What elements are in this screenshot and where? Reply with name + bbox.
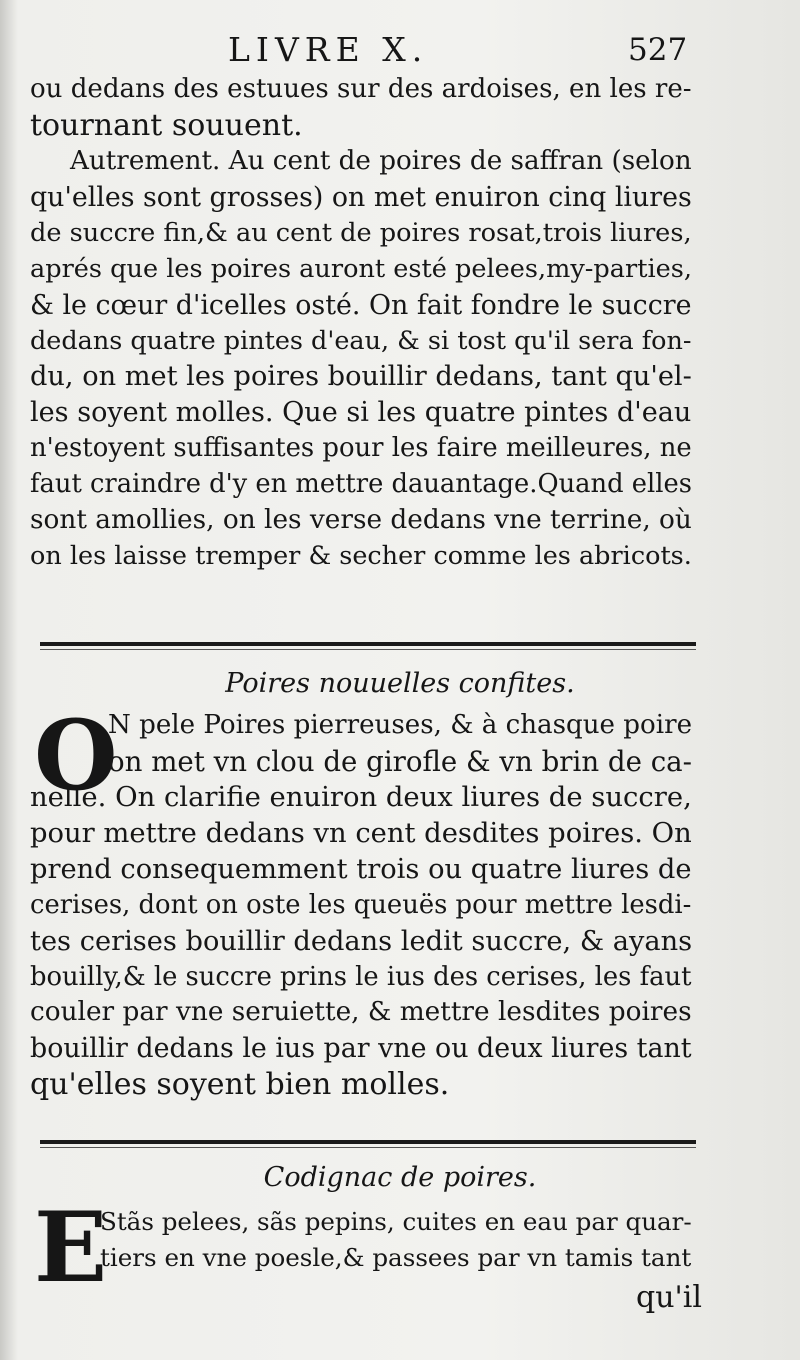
text-line: n'estoyent suffisantes pour les faire meilleures, ne — [30, 433, 692, 464]
recipe-title-codignac: Codignac de poires. — [263, 1162, 537, 1193]
text-line: de succre fin,& au cent de poires rosat,trois liures, — [30, 217, 692, 248]
text-line: aprés que les poires auront esté pelees,my-parties, — [30, 253, 693, 284]
section-divider — [40, 642, 696, 650]
text-line: ou dedans des estuues sur des ardoises, en les re- — [30, 74, 692, 104]
text-line: prend consequemment trois ou quatre liures de — [30, 853, 692, 885]
recipe-poires-nouvelles-body — [30, 780, 692, 1103]
text-line: N pele Poires pierreuses, & à chasque poire — [108, 710, 693, 740]
text-line: Stãs pelees, sãs pepins, cuites en eau par quar- — [100, 1207, 692, 1236]
running-title: LIVRE X. — [228, 30, 429, 69]
recipe-title-poires-nouvelles: Poires nouuelles confites. — [225, 668, 575, 699]
text-line: les soyent molles. Que si les quatre pintes d'eau — [30, 397, 692, 429]
text-line: dedans quatre pintes d'eau, & si tost qu'il sera fon- — [30, 325, 692, 356]
text-line: pour mettre dedans vn cent desdites poires. On — [30, 817, 692, 849]
section-divider — [40, 1140, 696, 1148]
text-line: couler par vne seruiette, & mettre lesdites poires — [30, 997, 692, 1028]
drop-cap: O — [34, 699, 118, 812]
page-number: 527 — [628, 32, 688, 68]
text-line: bouillir dedans le ius par vne ou deux liures tant — [30, 1033, 692, 1065]
recipe-autrement-paragraph — [30, 144, 692, 575]
text-line: on met vn clou de girofle & vn brin de ca- — [108, 744, 692, 778]
text-line: qu'elles soyent bien molles. — [30, 1067, 450, 1103]
text-line: tournant souuent. — [30, 107, 303, 143]
text-line: nelle. On clarifie enuiron deux liures de succre, — [30, 782, 692, 813]
drop-cap-lines — [108, 708, 692, 780]
text-line: qu'elles sont grosses) on met enuiron cinq liures — [30, 181, 692, 213]
text-line: cerises, dont on oste les queuës pour mettre lesdi- — [30, 889, 692, 920]
text-line: faut craindre d'y en mettre dauantage.Quand elles — [30, 469, 692, 500]
text-line: bouilly,& le succre prins le ius des cerises, les faut — [30, 961, 692, 992]
continuation-paragraph — [30, 72, 692, 144]
drop-cap-lines — [100, 1204, 692, 1276]
catchword: qu'il — [636, 1280, 702, 1315]
text-line: sont amollies, on les verse dedans vne terrine, où — [30, 505, 692, 536]
text-line: tiers en vne poesle,& passees par vn tamis tant — [100, 1242, 692, 1272]
text-line: Autrement. Au cent de poires de saffran (selon — [70, 146, 692, 176]
drop-cap: E — [34, 1191, 108, 1304]
text-line: & le cœur d'icelles osté. On fait fondre le succre — [30, 289, 692, 321]
text-line: tes cerises bouillir dedans ledit succre, & ayans — [30, 925, 693, 957]
text-line: du, on met les poires bouillir dedans, tant qu'el- — [30, 361, 692, 393]
text-line: on les laisse tremper & secher comme les abricots. — [30, 540, 692, 571]
page-header — [0, 26, 800, 70]
